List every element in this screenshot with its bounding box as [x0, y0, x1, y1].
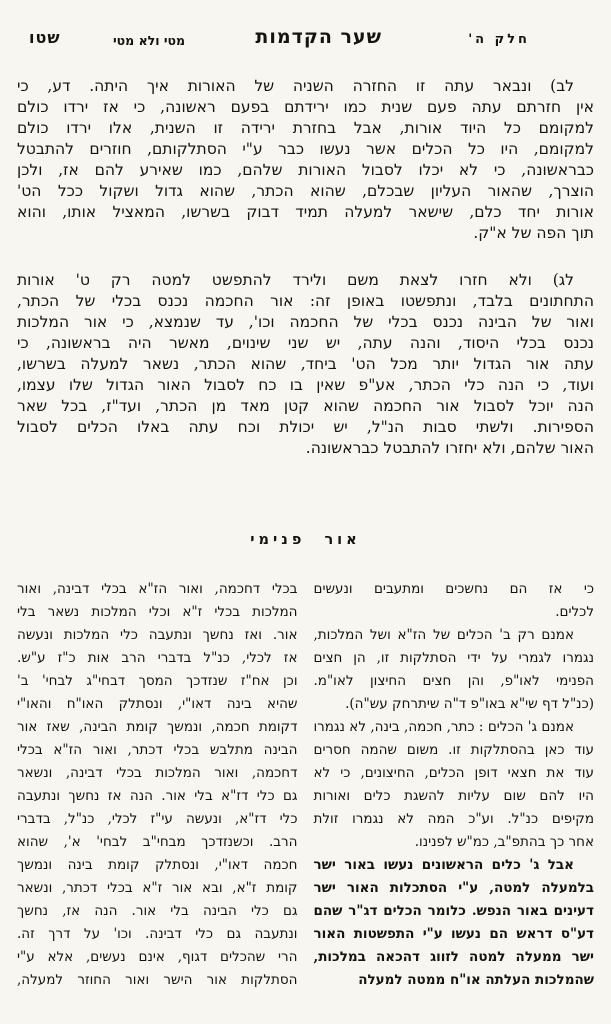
- text-line: הפנימי לאו"פ, והן חצים החיצון לאו"מ.: [313, 673, 594, 689]
- left-column-block-a: [314, 578, 595, 624]
- text-line: מקיפים כנ"ל. וע"כ המה לא נגמרו זולת: [313, 811, 594, 827]
- text-line: דע"ס דראש הם נעשו ע"י התפשטות האור: [313, 926, 594, 942]
- text-line: דקומת חכמה, ונמשך קומת הבינה, שאז אור: [17, 719, 298, 735]
- text-line: נכנס בכלי היסוד, והנה עתה, יש שני שינוים, מאשר היה בראשונה, כי: [17, 334, 594, 352]
- text-line: גם כלי הבינה בלי אור. הנה אז, נחשך: [17, 903, 298, 919]
- text-line: עתה אור הגדול יותר מכל הט' ביחד, שהוא הכתר, נשאר למעלה בשרשו,: [17, 355, 594, 373]
- text-line: למקומם כל היוד אורות, אבל בחזרת ירידה זו השנית, אלו ירדו כולם: [17, 119, 594, 137]
- text-line: לכלים.: [555, 604, 594, 620]
- text-line: האור שלהם, ולא יחזרו להתבטל כבראשונה.: [305, 439, 594, 457]
- text-line: הרב. וכשנזדכך מבחי"ב לבחי' א', שהוא: [17, 834, 298, 850]
- paragraph-32: [17, 76, 594, 244]
- page-number: שטו: [29, 28, 61, 47]
- book-title: שער הקדמות: [255, 26, 382, 48]
- text-line: כבראשונה, כי לא יכלו לסבול האורות שלהם, כמו שאירע להם אז, ולכן: [17, 161, 594, 179]
- text-line: התחתונים בלבד, ונתפשטו באופן זה: אור החכמה נכנס בכלי של הכתר,: [17, 292, 594, 310]
- text-line: גם כלי דז"א בלי אור. הנה אז נחשך ונתעבה: [17, 788, 298, 804]
- text-line: ואור של הבינה נכנס בכלי של החכמה וכו', עד שנמצא, כי אור המלכות: [17, 313, 594, 331]
- text-line: תוך הפה של א"ק.: [473, 224, 594, 242]
- right-column-block: [17, 578, 298, 992]
- text-line: הסתלקות אור הישר ואור החוזר למעלה,: [17, 972, 298, 988]
- text-line: הספירות. ולשתי סבות הנ"ל, יש יכולת וכח עתה באלו הכלים לסבול: [17, 418, 594, 436]
- text-line: הוצרך, שהאור העליון שבכלם, שהוא הכתר, שהוא גדול ושקול ככל הט': [17, 182, 594, 200]
- text-line: חכמה דאו"י, ונסתלק קומת בינה ונמשך: [17, 857, 298, 873]
- text-line: נגמרו לגמרי על ידי הסתלקות זו, הן חצים: [313, 650, 594, 666]
- text-line: אחר כך בהתפ"ב, כמ"ש לפנינו.: [414, 834, 594, 850]
- text-line: הרי שהכלים דגוף, אינם נעשים, אלא ע"י: [17, 949, 298, 965]
- text-line: אור. ואז נחשך ונתעבה כלי המלכות ונעשה: [17, 627, 298, 643]
- text-line: כלי דז"א, ונעשה עי"ז לכלי, כנ"ל, בדברי: [17, 811, 298, 827]
- text-line: לב) ונבאר עתה זו החזרה השניה של האורות איך היתה. דע, כי: [17, 77, 574, 95]
- text-line: עוד את חצאי דופן הכלים, החיצונים, כי לא: [313, 765, 594, 781]
- text-line: שהיא בינה דאו"י, ונסתלק האו"ח והאו"י: [17, 696, 298, 712]
- text-line: לג) ולא חזרו לצאת משם ולירד להתפשט למטה רק ט' אורות: [17, 271, 574, 289]
- text-line: דעינים באור הנפש. כלומר הכלים דג"ר שהם: [313, 903, 594, 919]
- text-line: אז לכלי, כנ"ל בדברי הרב אות כ"ז ע"ש.: [17, 650, 298, 666]
- text-line: בלמעלה למטה, ע"י הסתכלות האור ישר: [313, 880, 594, 896]
- text-line: הבינה מתלבש בכלי דכתר, ואור הז"א בכלי: [17, 742, 298, 758]
- text-line: הנה יוכל לסבול אור החכמה שהוא קטן מאד מן הכתר, ועד"ז, בכל שאר: [17, 397, 594, 415]
- text-line: (כנ"ל דף שי"א באו"פ ד"ה שיתרחק עש"ה).: [345, 696, 594, 712]
- commentary-right-column: [17, 578, 298, 992]
- left-column-block-b: [314, 624, 595, 716]
- text-line: עוד כאן בהסתלקות זו. משום שהמה חסרים: [313, 742, 594, 758]
- text-line: ועוד, כי הנה כלי הכתר, אע"פ שאין בו כח לסבול האור הגדול שלו עצמו,: [17, 376, 594, 394]
- text-line: כי אז הם נחשכים ומתעבים ונעשים: [313, 581, 594, 597]
- text-line: למקומם, היו כל הכלים אשר נעשו כבר ע"י הסתלקותם, חוזרים להתבטל: [17, 140, 594, 158]
- paragraph-33: [17, 270, 594, 459]
- text-line: שהמלכות העלתה או"ח ממטה למעלה: [358, 972, 594, 988]
- left-column-block-d: [314, 854, 595, 992]
- section-heading-or-pnimi: אור פנימי: [250, 531, 361, 548]
- text-line: אבל ג' כלים הראשונים נעשו באור ישר: [313, 857, 574, 873]
- text-line: אמנם רק ב' הכלים של הז"א ושל המלכות,: [313, 627, 574, 643]
- text-line: אורות יחד כלם, שישאר למעלה תמיד דבוק בשרשו, המאציל אותו, והוא: [17, 203, 594, 221]
- text-line: בכלי דחכמה, ואור הז"א בכלי דבינה, ואור: [17, 581, 298, 597]
- main-text: [17, 76, 594, 459]
- chapter-label: מטי ולא מטי: [113, 33, 186, 48]
- text-line: המלכות בכלי ז"א וכלי המלכות נשאר בלי: [17, 604, 298, 620]
- commentary-columns: [17, 578, 594, 992]
- text-line: קומת ז"א, ובא אור ז"א בכלי דכתר, ונשאר: [17, 880, 298, 896]
- text-line: דחכמה, ואור המלכות בכלי דבינה, ונשאר: [17, 765, 298, 781]
- part-label: חלק ה': [468, 32, 530, 47]
- text-line: ונתעבה גם כלי דבינה. וכו' על דרך זה.: [17, 926, 298, 942]
- text-line: אמנם ג' הכלים : כתר, חכמה, בינה, לא נגמרו: [313, 719, 574, 735]
- page-header: [17, 24, 594, 60]
- text-line: וכן אח"ז שנזדכך המסך דבחי"ג לבחי' ב': [17, 673, 298, 689]
- text-line: ישר ממעלה למטה לזווג דהכאה במלכות,: [313, 949, 594, 965]
- left-column-block-c: [314, 716, 595, 854]
- text-line: היו להם שום עליות להשגת כלים ואורות: [313, 788, 594, 804]
- text-line: אין חזרתם עתה פעם שנית כמו ירידתם בפעם ראשונה, כי אז ירדו כולם: [17, 98, 594, 116]
- commentary-left-column: [314, 578, 595, 992]
